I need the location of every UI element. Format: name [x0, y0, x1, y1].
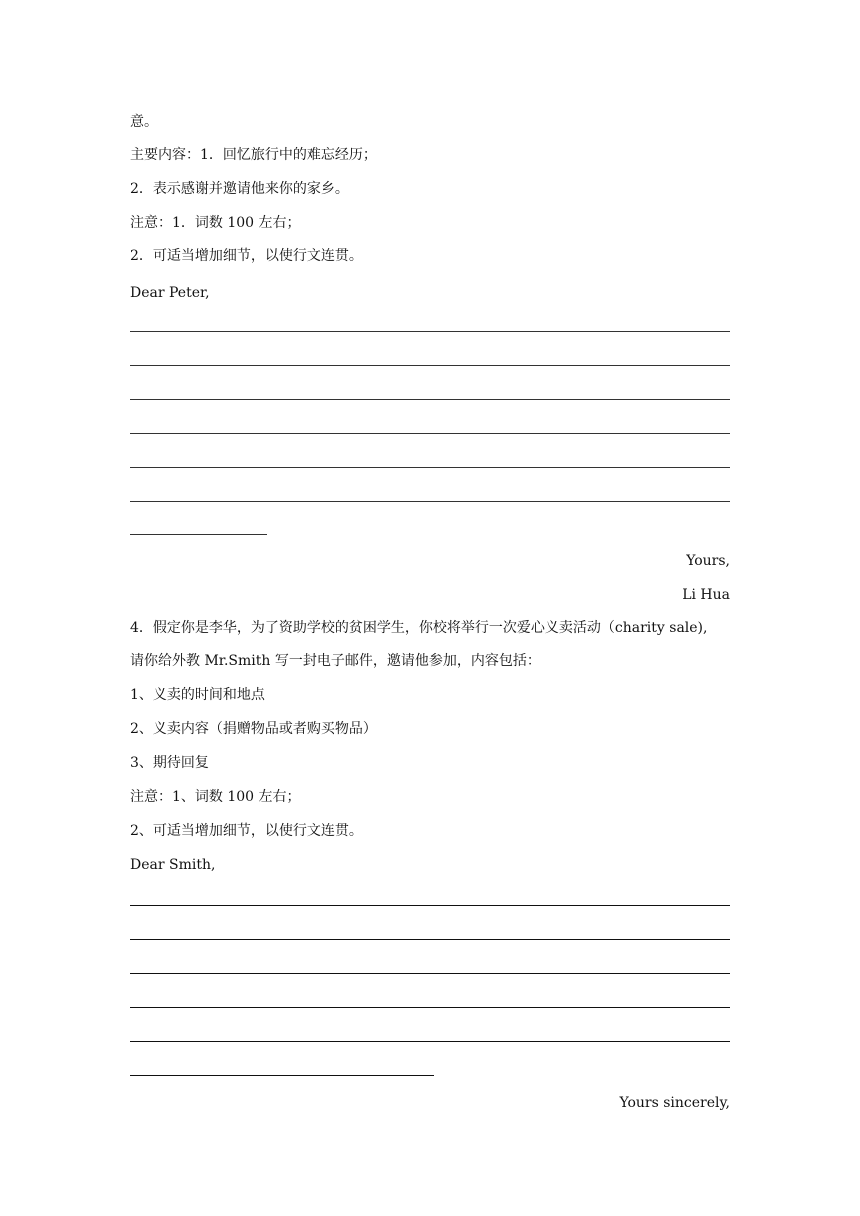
answer-line [130, 399, 730, 400]
task3-content-line-2: 2．表示感谢并邀请他来你的家乡。 [130, 181, 349, 197]
answer-line-short [130, 534, 267, 535]
answer-line [130, 1007, 730, 1008]
answer-line [130, 501, 730, 502]
task4-prompt-line-1: 4．假定你是李华，为了资助学校的贫困学生，你校将举行一次爱心义卖活动（charity sale), [130, 620, 708, 636]
task4-closing: Yours sincerely, [619, 1095, 730, 1111]
task3-note-line-1: 注意：1．词数 100 左右； [130, 215, 301, 231]
task3-salutation: Dear Peter, [130, 285, 210, 301]
answer-line [130, 467, 730, 468]
task3-signature: Li Hua [682, 587, 730, 603]
answer-line [130, 433, 730, 434]
answer-line [130, 973, 730, 974]
task4-point-3: 3、期待回复 [130, 755, 209, 771]
answer-line [130, 1041, 730, 1042]
answer-line [130, 939, 730, 940]
task4-point-2: 2、义卖内容（捐赠物品或者购买物品） [130, 721, 377, 737]
answer-line [130, 905, 730, 906]
task3-intro-tail: 意。 [130, 114, 158, 130]
answer-line [130, 365, 730, 366]
task3-content-line-1: 主要内容：1．回忆旅行中的难忘经历； [130, 147, 377, 163]
task4-note-line-2: 2、可适当增加细节，以使行文连贯。 [130, 823, 363, 839]
answer-line [130, 331, 730, 332]
task3-note-line-2: 2．可适当增加细节，以使行文连贯。 [130, 248, 363, 264]
task4-prompt-line-2: 请你给外教 Mr.Smith 写一封电子邮件，邀请他参加，内容包括： [130, 653, 541, 669]
task4-point-1: 1、义卖的时间和地点 [130, 687, 265, 703]
task3-closing: Yours, [686, 553, 730, 569]
task4-salutation: Dear Smith, [130, 857, 216, 873]
task4-note-line-1: 注意：1、词数 100 左右； [130, 789, 301, 805]
answer-line-short [130, 1075, 434, 1076]
